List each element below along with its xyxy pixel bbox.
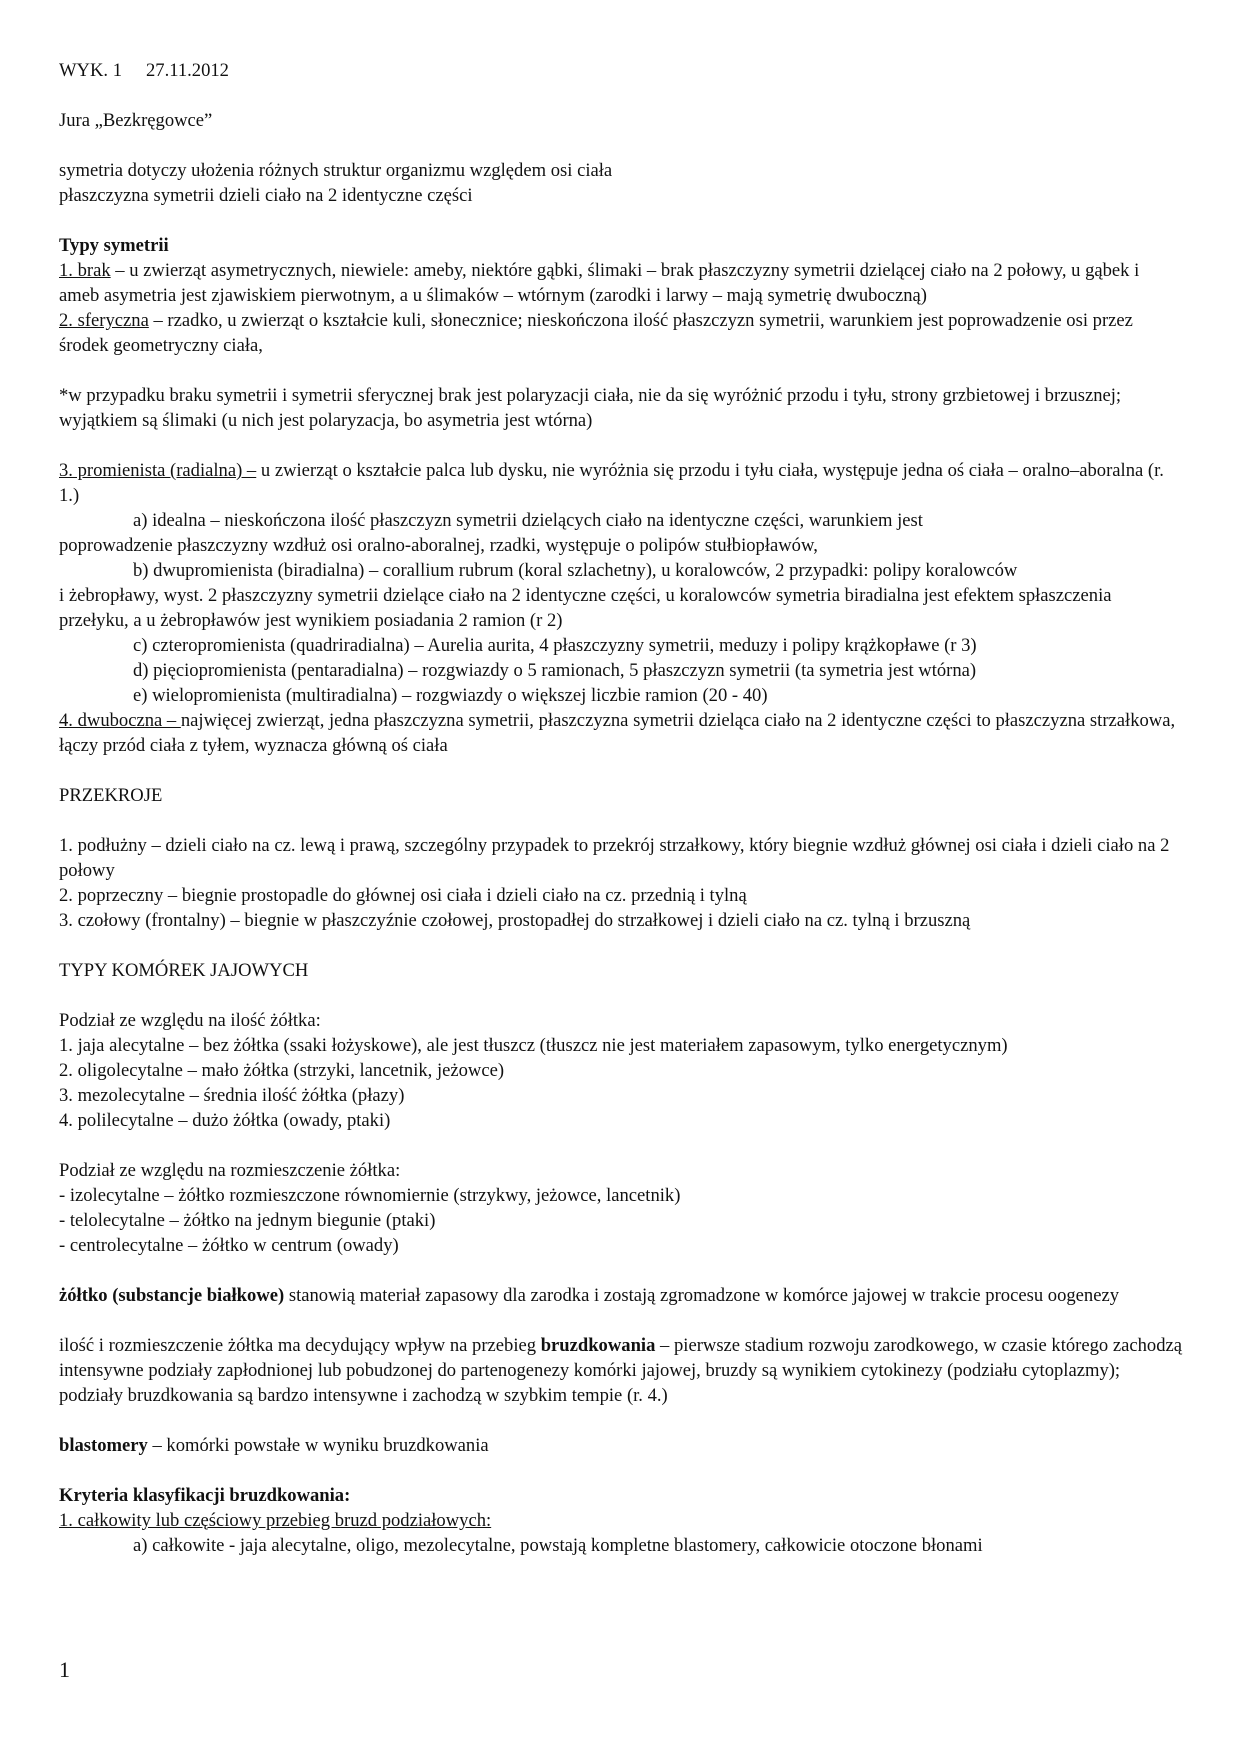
egg-types-heading: TYPY KOMÓREK JAJOWYCH: [59, 960, 309, 981]
egg-by-distribution-heading: Podział ze względu na rozmieszczenie żółtka:: [59, 1160, 401, 1181]
symmetry-sub-e: e) wielopromienista (multiradialna) – rozgwiazdy o większej liczbie ramion (20 - 40): [133, 685, 768, 706]
symmetry-radialna-label: 3. promienista (radialna) –: [59, 460, 257, 481]
blastomeres-text: – komórki powstałe w wyniku bruzdkowania: [147, 1435, 489, 1456]
symmetry-dwuboczna: [59, 708, 1184, 758]
symmetry-heading: Typy symetrii: [59, 235, 169, 256]
intro-line: płaszczyzna symetrii dzieli ciało na 2 identyczne części: [59, 185, 473, 206]
section-item: 3. czołowy (frontalny) – biegnie w płaszczyźnie czołowej, prostopadłej do strzałkowej i dzieli ciało na cz. tylną i brzuszną: [59, 910, 971, 931]
egg-by-distribution-item: - izolecytalne – żółtko rozmieszczone równomiernie (strzykwy, jeżowce, lancetnik): [59, 1185, 681, 1206]
symmetry-radialna: [59, 458, 1184, 508]
egg-by-amount-item: 4. polilecytalne – dużo żółtka (owady, ptaki): [59, 1110, 391, 1131]
cleavage-pre: ilość i rozmieszczenie żółtka ma decydujący wpływ na przebieg: [59, 1335, 541, 1356]
cleavage-paragraph: [59, 1333, 1184, 1408]
blastomeres-paragraph: [59, 1433, 1184, 1458]
egg-by-amount-item: 2. oligolecytalne – mało żółtka (strzyki, lancetnik, jeżowce): [59, 1060, 505, 1081]
symmetry-radialna-text: u zwierząt o kształcie palca lub dysku, nie wyróżnia się przodu i tyłu ciała, występuje jedna oś ciała – oralno–aboralna (r. 1.): [59, 460, 1164, 506]
criteria-heading: Kryteria klasyfikacji bruzdkowania:: [59, 1485, 351, 1506]
symmetry-sferyczna-label: 2. sferyczna: [59, 310, 149, 331]
symmetry-dwuboczna-label: 4. dwuboczna –: [59, 710, 181, 731]
symmetry-sferyczna: [59, 308, 1184, 358]
criteria-item: 1. całkowity lub częściowy przebieg bruzd podziałowych:: [59, 1510, 492, 1531]
symmetry-sub-b-first: b) dwupromienista (biradialna) – corallium rubrum (koral szlachetny), u koralowców, 2 przypadki: polipy koralowców: [133, 560, 1018, 581]
symmetry-sub-c: c) czteropromienista (quadriradialna) – Aurelia aurita, 4 płaszczyzny symetrii, meduzy i polipy krążkopławe (r 3): [133, 635, 977, 656]
symmetry-note: *w przypadku braku symetrii i symetrii sferycznej brak jest polaryzacji ciała, nie da się wyróżnić przodu i tyłu, strony grzbietowej i brzusznej; wyjątkiem są ślimaki (u nich jest polaryzacja, bo asymetria jest wtórna): [59, 385, 1122, 431]
page-number: 1: [59, 1657, 70, 1682]
blastomeres-term: blastomery: [59, 1435, 148, 1456]
sections-heading: PRZEKROJE: [59, 785, 163, 806]
symmetry-brak: [59, 258, 1184, 308]
document-page: [59, 58, 1184, 1558]
symmetry-brak-text: – u zwierząt asymetrycznych, niewiele: ameby, niektóre gąbki, ślimaki – brak płaszczyzny symetrii dzielącej ciało na 2 połowy, u gąbek i ameb asymetria jest zjawiskiem pierwotnym, a u ślimaków – wtórnym (zarodki i larwy – mają symetrię dwuboczną): [59, 260, 1140, 306]
criteria-subitem: a) całkowite - jaja alecytalne, oligo, mezolecytalne, powstają kompletne blastomery, całkowicie otoczone błonami: [133, 1535, 983, 1556]
intro-line: symetria dotyczy ułożenia różnych struktur organizmu względem osi ciała: [59, 160, 613, 181]
yolk-term: żółtko (substancje białkowe): [59, 1285, 285, 1306]
symmetry-brak-label: 1. brak: [59, 260, 111, 281]
lecture-number: WYK. 1: [59, 60, 122, 81]
egg-by-amount-item: 1. jaja alecytalne – bez żółtka (ssaki łożyskowe), ale jest tłuszcz (tłuszcz nie jest materiałem zapasowym, tylko energetycznym): [59, 1035, 1008, 1056]
egg-by-amount-item: 3. mezolecytalne – średnia ilość żółtka (płazy): [59, 1085, 405, 1106]
yolk-text: stanowią materiał zapasowy dla zarodka i zostają zgromadzone w komórce jajowej w trakcie procesu oogenezy: [284, 1285, 1120, 1306]
symmetry-sub-a-first: a) idealna – nieskończona ilość płaszczyzn symetrii dzielących ciało na identyczne części, warunkiem jest: [133, 510, 923, 531]
yolk-paragraph: [59, 1283, 1184, 1308]
course-title: Jura „Bezkręgowce”: [59, 110, 213, 131]
section-item: 1. podłużny – dzieli ciało na cz. lewą i prawą, szczególny przypadek to przekrój strzałkowy, który biegnie wzdłuż głównej osi ciała i dzieli ciało na 2 połowy: [59, 835, 1170, 881]
section-item: 2. poprzeczny – biegnie prostopadle do głównej osi ciała i dzieli ciało na cz. przednią i tylną: [59, 885, 747, 906]
lecture-date: 27.11.2012: [146, 60, 229, 81]
cleavage-term: bruzdkowania: [540, 1335, 656, 1356]
egg-by-distribution-item: - centrolecytalne – żółtko w centrum (owady): [59, 1235, 399, 1256]
cleavage-post: – pierwsze stadium rozwoju zarodkowego, w czasie którego zachodzą intensywne podziały zapłodnionej lub pobudzonej do partenogenezy komórki jajowej, bruzdy są wynikiem cytokinezy (podziału cytoplazmy); podziały bruzdkowania są bardzo intensywne i zachodzą w szybkim tempie (r. 4.): [59, 1335, 1183, 1406]
symmetry-sub-a-rest: poprowadzenie płaszczyzny wzdłuż osi oralno-aboralnej, rzadki, występuje o polipów stułbiopławów,: [59, 535, 818, 556]
symmetry-sub-d: d) pięciopromienista (pentaradialna) – rozgwiazdy o 5 ramionach, 5 płaszczyzn symetrii (ta symetria jest wtórna): [133, 660, 977, 681]
symmetry-sub-b-rest: i żebropławy, wyst. 2 płaszczyzny symetrii dzielące ciało na 2 identyczne części, u koralowców symetria biradialna jest efektem spłaszczenia przełyku, a u żebropławów jest wynikiem posiadania 2 ramion (r 2): [59, 585, 1112, 631]
egg-by-amount-heading: Podział ze względu na ilość żółtka:: [59, 1010, 321, 1031]
symmetry-dwuboczna-text: najwięcej zwierząt, jedna płaszczyzna symetrii, płaszczyzna symetrii dzieląca ciało na 2 identyczne części to płaszczyzna strzałkowa, łączy przód ciała z tyłem, wyznacza główną oś ciała: [59, 710, 1176, 756]
lecture-header: [59, 58, 1184, 83]
symmetry-sferyczna-text: – rzadko, u zwierząt o kształcie kuli, słonecznice; nieskończona ilość płaszczyzn symetrii, warunkiem jest poprowadzenie osi przez środek geometryczny ciała,: [59, 310, 1133, 356]
egg-by-distribution-item: - telolecytalne – żółtko na jednym biegunie (ptaki): [59, 1210, 436, 1231]
